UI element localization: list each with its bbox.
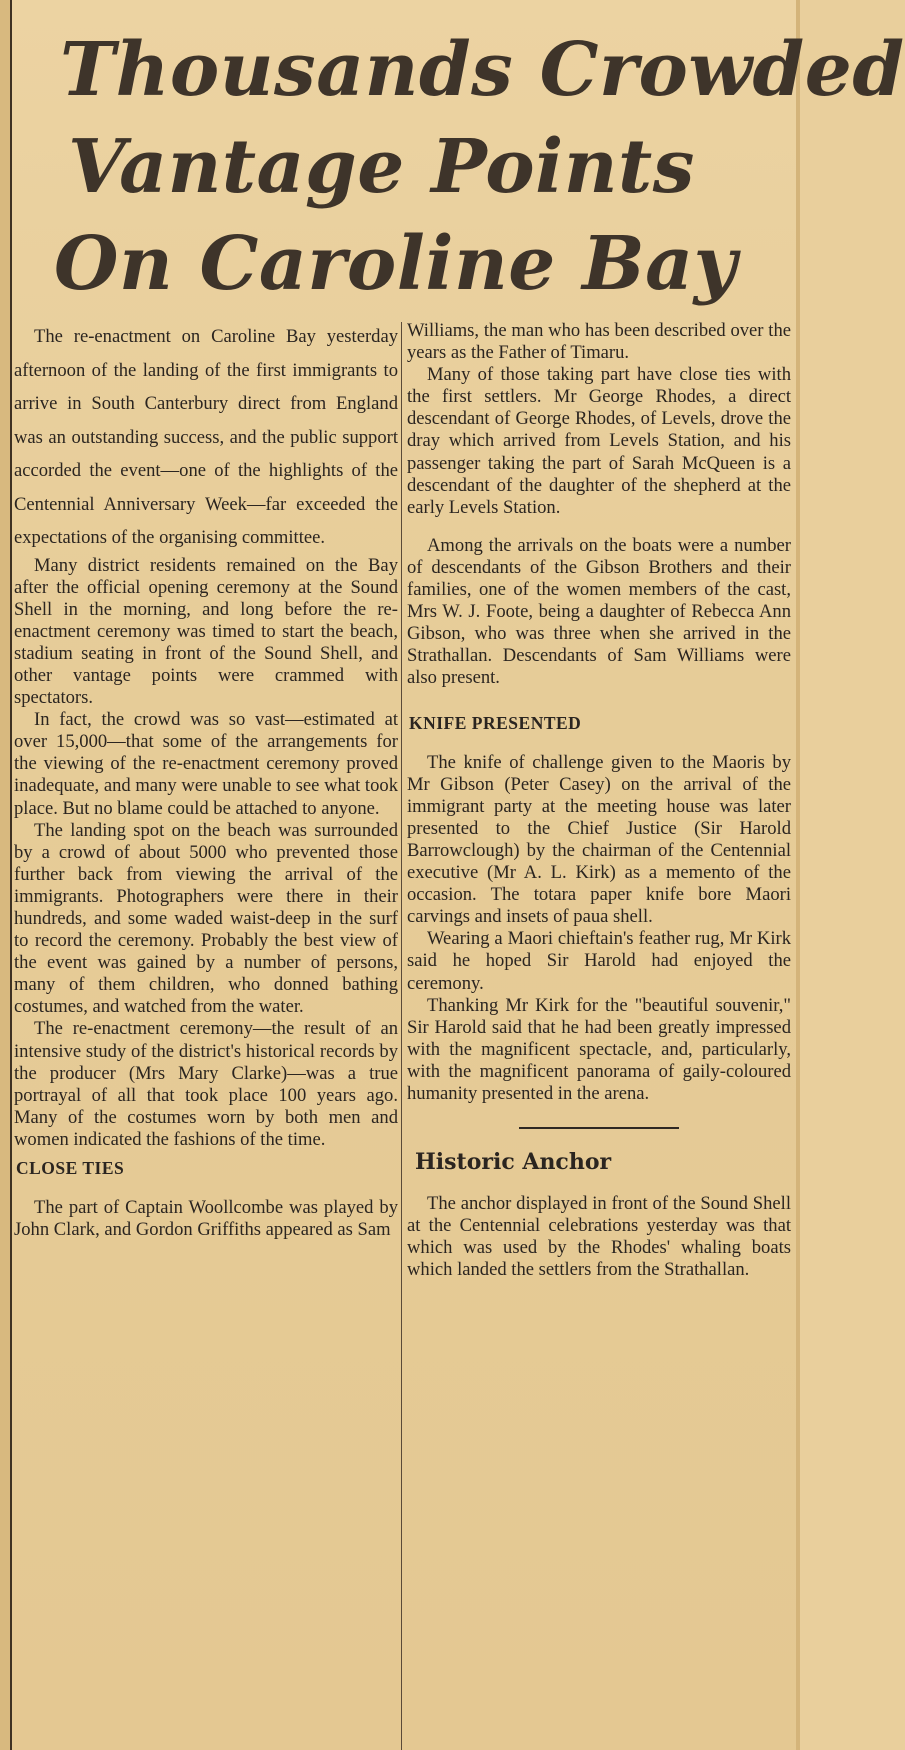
column-divider — [401, 322, 402, 1750]
headline — [22, 22, 905, 313]
headline-line-2: Vantage Points — [68, 124, 695, 210]
right-column — [407, 320, 791, 1282]
article-paragraph: Many district residents remained on the Bay after the official opening ceremony at the Sound Shell in the morning, and long before the re-enactment ceremony was timed to start the beach, stadium seating in front of the Sound Shell, and other vantage points were crammed with spectators. — [14, 554, 398, 709]
subheading-knife-presented: KNIFE PRESENTED — [409, 712, 582, 733]
subheading-close-ties: CLOSE TIES — [16, 1158, 125, 1179]
article-paragraph: The re-enactment on Caroline Bay yesterday afternoon of the landing of the first immigrants to arrive in South Canterbury direct from England was an outstanding success, and the public support accorded the event—one of the highlights of the Centennial Anniversary Week—far exceeded the expectations of the organising committee. — [14, 326, 398, 548]
paragraph-gap — [407, 519, 791, 535]
clipping-right-edge — [796, 0, 800, 1750]
article-paragraph: Wearing a Maori chieftain's feather rug, Mr Kirk said he hoped Sir Harold had enjoyed the ceremony. — [407, 928, 791, 994]
article-paragraph: The landing spot on the beach was surrounded by a crowd of about 5000 who prevented those further back from viewing the arrival of the immigrants. Photographers were there in their hundreds, and some waded waist-deep in the surf to record the ceremony. Probably the best view of the event was gained by a number of persons, many of them children, who donned bathing costumes, and watched from the water. — [14, 819, 398, 1018]
article-paragraph: The knife of challenge given to the Maoris by Mr Gibson (Peter Casey) on the arrival of the immigrant party at the meeting house was later presented to the Chief Justice (Sir Harold Barrowclough) by the chairman of the Centennial executive (Mr A. L. Kirk) as a memento of the occasion. The totara paper knife bore Maori carvings and insets of paua shell. — [407, 751, 791, 928]
article-paragraph: The re-enactment ceremony—the result of an intensive study of the district's historical records by the producer (Mrs Mary Clarke)—was a true portrayal of all that took place 100 years ago. Many of the costumes worn by both men and women indicated the fashions of the time. — [14, 1018, 398, 1150]
section-rule — [519, 1127, 679, 1129]
article-paragraph: Thanking Mr Kirk for the "beautiful souvenir," Sir Harold said that he had been greatly impressed with the magnificent spectacle, and, particularly, with the magnificent panorama of gaily-coloured humanity presented in the arena. — [407, 994, 791, 1104]
article-paragraph-continued: Williams, the man who has been described over the years as the Father of Timaru. — [407, 320, 791, 364]
article-paragraph: Many of those taking part have close ties with the first settlers. Mr George Rhodes, a direct descendant of George Rhodes, of Levels, drove the dray which arrived from Levels Station, and his passenger taking the part of Sarah McQueen is a descendant of the daughter of the shepherd at the early Levels Station. — [407, 364, 791, 518]
left-column — [14, 320, 398, 1241]
article-paragraph: The anchor displayed in front of the Sound Shell at the Centennial celebrations yesterday was that which was used by the Rhodes' whaling boats which landed the settlers from the Strathallan. — [407, 1193, 791, 1281]
paragraph-gap — [407, 690, 791, 706]
headline-line-1: Thousands Crowded — [60, 27, 905, 113]
subheading-historic-anchor: Historic Anchor — [415, 1149, 612, 1176]
headline-line-3: On Caroline Bay — [54, 221, 738, 307]
clipping-left-margin — [0, 0, 12, 1750]
article-paragraph: Among the arrivals on the boats were a number of descendants of the Gibson Brothers and their families, one of the women members of the cast, Mrs W. J. Foote, being a daughter of Rebecca Ann Gibson, who was three when she arrived in the Strathallan. Descendants of Sam Williams were also present. — [407, 534, 791, 689]
article-paragraph: The part of Captain Woollcombe was played by John Clark, and Gordon Griffiths appeared as Sam — [14, 1197, 398, 1241]
article-paragraph: In fact, the crowd was so vast—estimated at over 15,000—that some of the arrangements for the viewing of the re-enactment ceremony proved inadequate, and many were unable to see what took place. But no blame could be attached to anyone. — [14, 709, 398, 819]
